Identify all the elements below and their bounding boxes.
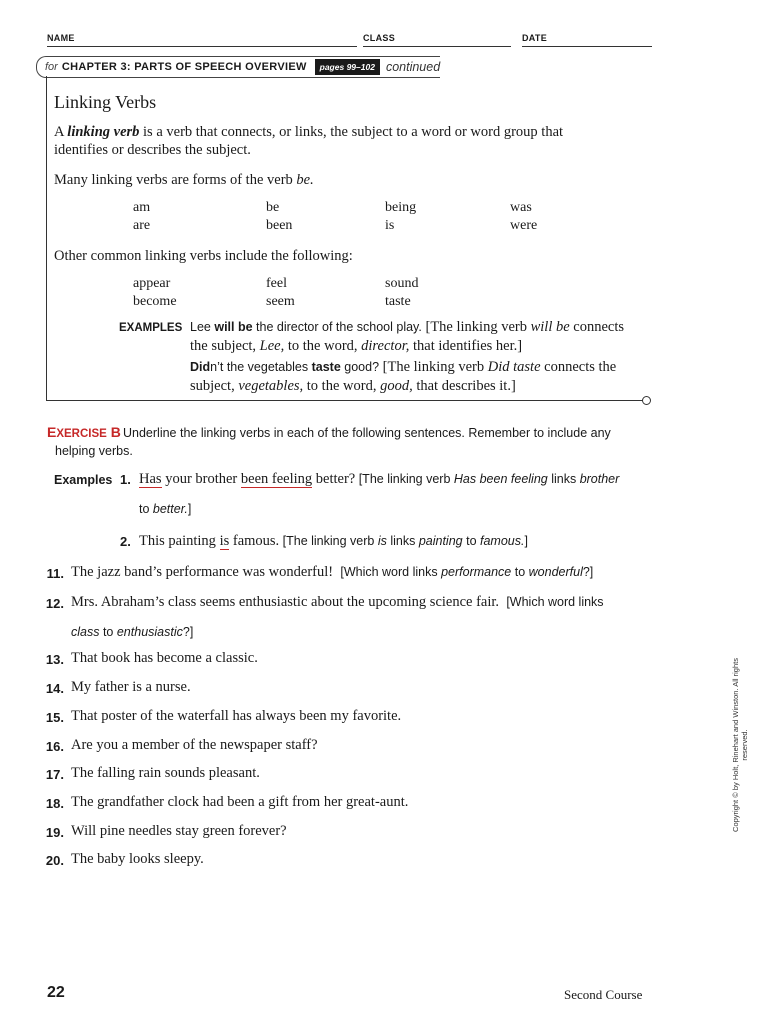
exercise-b-label: EXERCISE B — [47, 424, 121, 440]
name-label: NAME — [47, 33, 75, 43]
other-verb: sound — [385, 276, 419, 291]
underline-has: Has — [139, 471, 162, 487]
item-sentence[interactable]: The grandfather clock had been a gift from her great-aunt. — [71, 794, 409, 810]
date-line — [522, 46, 652, 47]
item-number: 19. — [45, 825, 64, 840]
underline-been-feeling: been feeling — [240, 471, 313, 487]
other-verb: become — [133, 294, 177, 309]
exercise-examples-label: Examples — [54, 473, 113, 487]
class-line — [363, 46, 511, 47]
other-verb: taste — [385, 294, 411, 309]
banner-pages: pages 99–102 — [315, 59, 380, 75]
item-number: 16. — [45, 739, 64, 754]
example-number: 2. — [120, 534, 131, 549]
other-verb: appear — [133, 276, 171, 291]
be-form: is — [385, 218, 395, 233]
banner-chapter: CHAPTER 3: PARTS OF SPEECH OVERVIEW — [61, 61, 307, 73]
banner-for: for — [45, 61, 58, 73]
section-title: Linking Verbs — [54, 92, 157, 112]
item-number: 12. — [45, 596, 64, 611]
course-name: Second Course — [564, 987, 643, 1002]
be-form: am — [133, 200, 151, 215]
box-corner-dot — [642, 396, 651, 405]
exercise-example1-note: to better.] — [139, 502, 192, 516]
item-sentence[interactable]: The falling rain sounds pleasant. — [71, 765, 260, 781]
item-sentence[interactable]: My father is a nurse. — [71, 679, 191, 695]
item-number: 11. — [46, 566, 64, 581]
be-form: was — [510, 200, 532, 215]
be-form: be — [266, 200, 280, 215]
date-label: DATE — [522, 33, 548, 43]
example1-line2: the subject, Lee, to the word, director, that identifies her.] — [190, 338, 523, 354]
item-sentence[interactable]: Mrs. Abraham’s class seems enthusiastic about the upcoming science fair. [Which word links — [71, 594, 604, 610]
exercise-example2: This painting is famous. [The linking verb is links painting to famous.] — [139, 533, 528, 549]
item-sentence[interactable]: The jazz band’s performance was wonderful! [Which word links performance to wonderful?] — [71, 564, 594, 580]
item-number: 13. — [45, 652, 64, 667]
be-form: are — [133, 218, 151, 233]
be-intro: Many linking verbs are forms of the verb be. — [54, 172, 314, 188]
item-number: 18. — [45, 796, 64, 811]
item-sentence[interactable]: Will pine needles stay green forever? — [71, 823, 287, 839]
item-number: 14. — [45, 681, 64, 696]
chapter-banner — [36, 56, 440, 78]
name-line — [47, 46, 357, 47]
definition-line1: A linking verb is a verb that connects, or links, the subject to a word or word group that — [54, 124, 564, 140]
example2-line1: Didn’t the vegetables taste good? [The linking verb Did taste connects the — [190, 359, 617, 375]
exercise-instruction-line1: Underline the linking verbs in each of the following sentences. Remember to include any — [123, 426, 611, 440]
be-form: were — [510, 218, 538, 233]
item-number: 20. — [45, 853, 64, 868]
other-verb: feel — [266, 276, 287, 291]
examples-label: EXAMPLES — [119, 322, 183, 334]
exercise-instruction-line2: helping verbs. — [55, 444, 133, 458]
item-number: 17. — [45, 767, 64, 782]
other-verb: seem — [266, 294, 295, 309]
item-sentence[interactable]: The baby looks sleepy. — [71, 851, 204, 867]
be-form: being — [385, 200, 417, 215]
item-hint: class to enthusiastic?] — [71, 625, 194, 639]
copyright-notice: Copyright © by Holt, Rinehart and Winston. All rights reserved. — [731, 658, 749, 832]
page-number: 22 — [47, 984, 65, 1001]
example1-line1: Lee will be the director of the school play. [The linking verb will be connects — [190, 319, 625, 335]
underline-is: is — [219, 533, 230, 549]
item-sentence[interactable]: That book has become a classic. — [71, 650, 258, 666]
definition-line2: identifies or describes the subject. — [54, 142, 251, 158]
item-sentence[interactable]: That poster of the waterfall has always been my favorite. — [71, 708, 402, 724]
item-sentence[interactable]: Are you a member of the newspaper staff? — [71, 737, 318, 753]
example2-line2: subject, vegetables, to the word, good, that describes it.] — [190, 378, 516, 394]
class-label: CLASS — [363, 33, 396, 43]
item-number: 15. — [45, 710, 64, 725]
other-intro: Other common linking verbs include the following: — [54, 248, 353, 264]
example-number: 1. — [120, 472, 131, 487]
banner-continued: continued — [385, 60, 441, 74]
be-form: been — [266, 218, 293, 233]
exercise-example1: Has your brother been feeling better? [The linking verb Has been feeling links brother — [139, 471, 620, 487]
